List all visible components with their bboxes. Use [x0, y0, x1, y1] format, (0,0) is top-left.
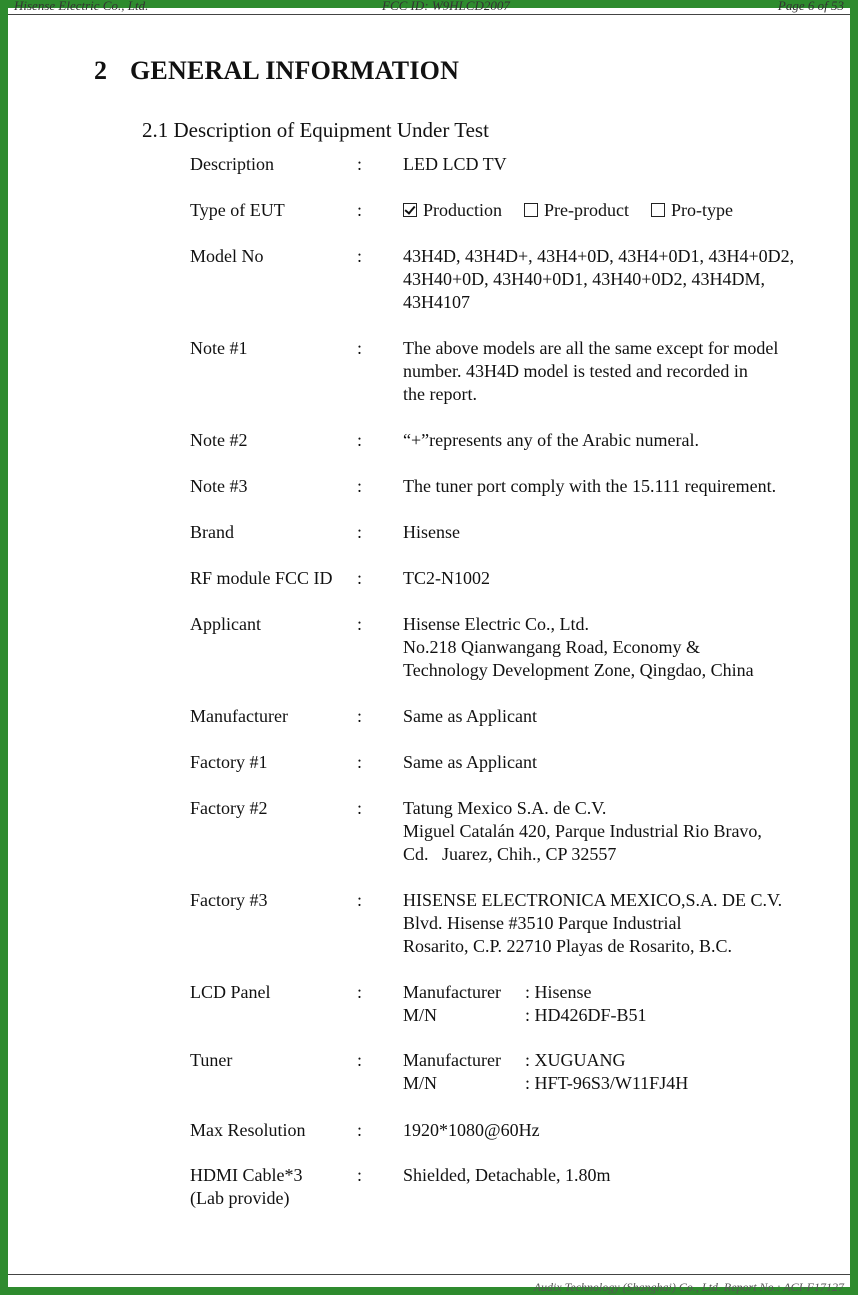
- value-line: the report.: [403, 384, 477, 404]
- value-line: Tatung Mexico S.A. de C.V.: [403, 798, 607, 818]
- row-label: Factory #2: [190, 798, 268, 818]
- row-label: Applicant: [190, 614, 261, 634]
- sub-value: : HD426DF-B51: [525, 1005, 647, 1025]
- row-label: Factory #3: [190, 890, 268, 910]
- row-value: [403, 613, 843, 682]
- value-line: Hisense Electric Co., Ltd.: [403, 614, 589, 634]
- row-label: Type of EUT: [190, 200, 285, 220]
- value-line: The above models are all the same except for model: [403, 338, 779, 358]
- page-footer: [8, 1274, 850, 1294]
- sub-value: : HFT-96S3/W11FJ4H: [525, 1073, 689, 1093]
- row-label: Note #1: [190, 338, 248, 358]
- row-colon: :: [357, 752, 363, 772]
- page-header: [8, 0, 850, 15]
- value-line: 43H4107: [403, 292, 470, 312]
- row-label: Note #2: [190, 430, 248, 450]
- row-value: Hisense: [403, 522, 460, 542]
- value-line: HISENSE ELECTRONICA MEXICO,S.A. DE C.V.: [403, 890, 783, 910]
- option-pre-product: [524, 199, 629, 222]
- row-colon: :: [357, 614, 363, 634]
- sub-value: : Hisense: [525, 982, 592, 1002]
- row-colon: :: [357, 706, 363, 726]
- value-line: Miguel Catalán 420, Parque Industrial Rio Bravo,: [403, 821, 762, 841]
- value-line: Rosarito, C.P. 22710 Playas de Rosarito, B.C.: [403, 936, 733, 956]
- sub-row-model-number: [403, 1004, 843, 1027]
- value-line: Blvd. Hisense #3510 Parque Industrial: [403, 913, 682, 933]
- sub-row-model-number: [403, 1072, 843, 1095]
- header-page-number: Page 6 of 53: [777, 0, 844, 13]
- row-value: 1920*1080@60Hz: [403, 1120, 540, 1140]
- row-colon: :: [357, 476, 363, 496]
- label-line: (Lab provide): [190, 1188, 290, 1208]
- option-label: Production: [423, 200, 502, 220]
- row-colon: :: [357, 246, 363, 266]
- row-value: TC2-N1002: [403, 568, 490, 588]
- header-company: Hisense Electric Co., Ltd.: [14, 0, 149, 13]
- sub-row-manufacturer: [403, 981, 843, 1004]
- option-pro-type: [651, 199, 733, 222]
- row-colon: :: [357, 200, 363, 220]
- row-colon: :: [357, 430, 363, 450]
- row-label: [190, 1164, 355, 1210]
- document-page: [8, 0, 850, 1294]
- row-value: Shielded, Detachable, 1.80m: [403, 1165, 611, 1185]
- option-label: Pre-product: [544, 200, 629, 220]
- row-value: [403, 337, 843, 406]
- row-value: Same as Applicant: [403, 752, 537, 772]
- row-colon: :: [357, 1165, 363, 1185]
- row-value: “+”represents any of the Arabic numeral.: [403, 430, 700, 450]
- value-line: No.218 Qianwangang Road, Economy &: [403, 637, 700, 657]
- row-value: The tuner port comply with the 15.111 requirement.: [403, 476, 777, 496]
- value-line: Cd. Juarez, Chih., CP 32557: [403, 844, 617, 864]
- row-value: [403, 981, 843, 1027]
- sub-value: : XUGUANG: [525, 1050, 626, 1070]
- row-label: Model No: [190, 246, 264, 266]
- option-label: Pro-type: [670, 200, 733, 220]
- value-line: 43H4D, 43H4D+, 43H4+0D, 43H4+0D1, 43H4+0D2,: [403, 246, 795, 266]
- section-number: 2: [94, 56, 108, 85]
- section-title: GENERAL INFORMATION: [130, 56, 460, 85]
- row-colon: :: [357, 154, 363, 174]
- row-label: Brand: [190, 522, 234, 542]
- checkbox-empty-icon: [524, 203, 538, 217]
- sub-row-manufacturer: [403, 1049, 843, 1072]
- row-colon: :: [357, 522, 363, 542]
- footer-text: Audix Technology (Shanghai) Co., Ltd. Report No.: ACI-F17127: [533, 1280, 844, 1294]
- row-colon: :: [357, 568, 363, 588]
- row-label: Note #3: [190, 476, 248, 496]
- value-line: number. 43H4D model is tested and recorded in: [403, 361, 748, 381]
- row-value: [403, 889, 843, 958]
- sub-key: M/N: [403, 1073, 438, 1093]
- row-label: Tuner: [190, 1050, 233, 1070]
- row-colon: :: [357, 890, 363, 910]
- option-production: [403, 199, 502, 222]
- row-colon: :: [357, 1120, 363, 1140]
- row-value: [403, 1049, 843, 1095]
- value-line: 43H40+0D, 43H40+0D1, 43H40+0D2, 43H4DM,: [403, 269, 765, 289]
- row-value: Same as Applicant: [403, 706, 537, 726]
- row-colon: :: [357, 798, 363, 818]
- row-value: [403, 245, 843, 314]
- row-label: RF module FCC ID: [190, 568, 333, 588]
- label-line: HDMI Cable*3: [190, 1165, 303, 1185]
- section-heading: [94, 56, 459, 86]
- subsection-heading: 2.1 Description of Equipment Under Test: [142, 118, 489, 142]
- header-fcc-id: FCC ID: W9HLCD2007: [382, 0, 510, 13]
- row-label: Factory #1: [190, 752, 268, 772]
- row-label: LCD Panel: [190, 982, 271, 1002]
- row-colon: :: [357, 982, 363, 1002]
- row-value: [403, 199, 843, 222]
- row-colon: :: [357, 338, 363, 358]
- row-value: LED LCD TV: [403, 154, 507, 174]
- row-label: Max Resolution: [190, 1120, 306, 1140]
- sub-key: M/N: [403, 1005, 438, 1025]
- sub-key: Manufacturer: [403, 1050, 501, 1070]
- row-value: [403, 797, 843, 866]
- checkbox-empty-icon: [651, 203, 665, 217]
- checkbox-checked-icon: [403, 203, 417, 217]
- row-label: Description: [190, 154, 274, 174]
- sub-key: Manufacturer: [403, 982, 501, 1002]
- row-colon: :: [357, 1050, 363, 1070]
- value-line: Technology Development Zone, Qingdao, China: [403, 660, 754, 680]
- row-label: Manufacturer: [190, 706, 288, 726]
